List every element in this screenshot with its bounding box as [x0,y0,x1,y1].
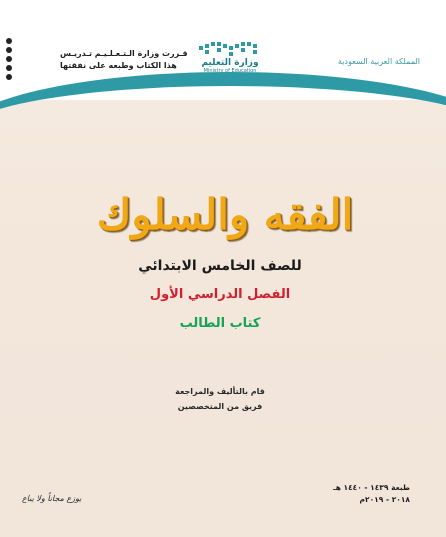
ministry-decision-note [60,48,210,72]
teal-arc-band [0,72,446,196]
grade-label: للصف الخامس الابتدائي [138,258,302,274]
decision-line-2: هذا الكتاب وطبعه على نفقتها [60,61,177,70]
edition-info [300,482,410,506]
ministry-logo-icon [195,38,265,58]
dot-icon [6,38,12,44]
ministry-name-en: Ministry of Education [203,68,257,74]
book-type-label: كتاب الطالب [179,316,261,331]
free-distribution-note: يوزع مجاناً ولا يباع [22,494,82,503]
dot-icon [6,65,12,71]
dot-icon [6,74,12,80]
decision-line-1: قـررت وزارة الـتـعـلـيـم تـدريـس [60,49,188,58]
semester-label: الفصل الدراسي الأول [149,287,291,302]
edition-gregorian: ٢٠١٨ - ٢٠١٩م [359,495,410,504]
credits [120,384,320,414]
book-title: الفقه والسلوك [96,190,354,239]
ministry-name-ar: وزارة التعليم [201,58,259,68]
credits-line-2: فريق من المتخصصين [177,402,263,411]
dot-icon [6,56,12,62]
edition-hijri: طبعة ١٤٣٩ - ١٤٤٠ هـ [333,483,410,492]
decorative-dots [6,38,14,80]
dot-icon [6,47,12,53]
ministry-logo [190,38,270,84]
credits-line-1: قام بالتأليف والمراجعة [175,387,265,396]
kingdom-name: المملكة العربية السعودية [337,57,420,66]
